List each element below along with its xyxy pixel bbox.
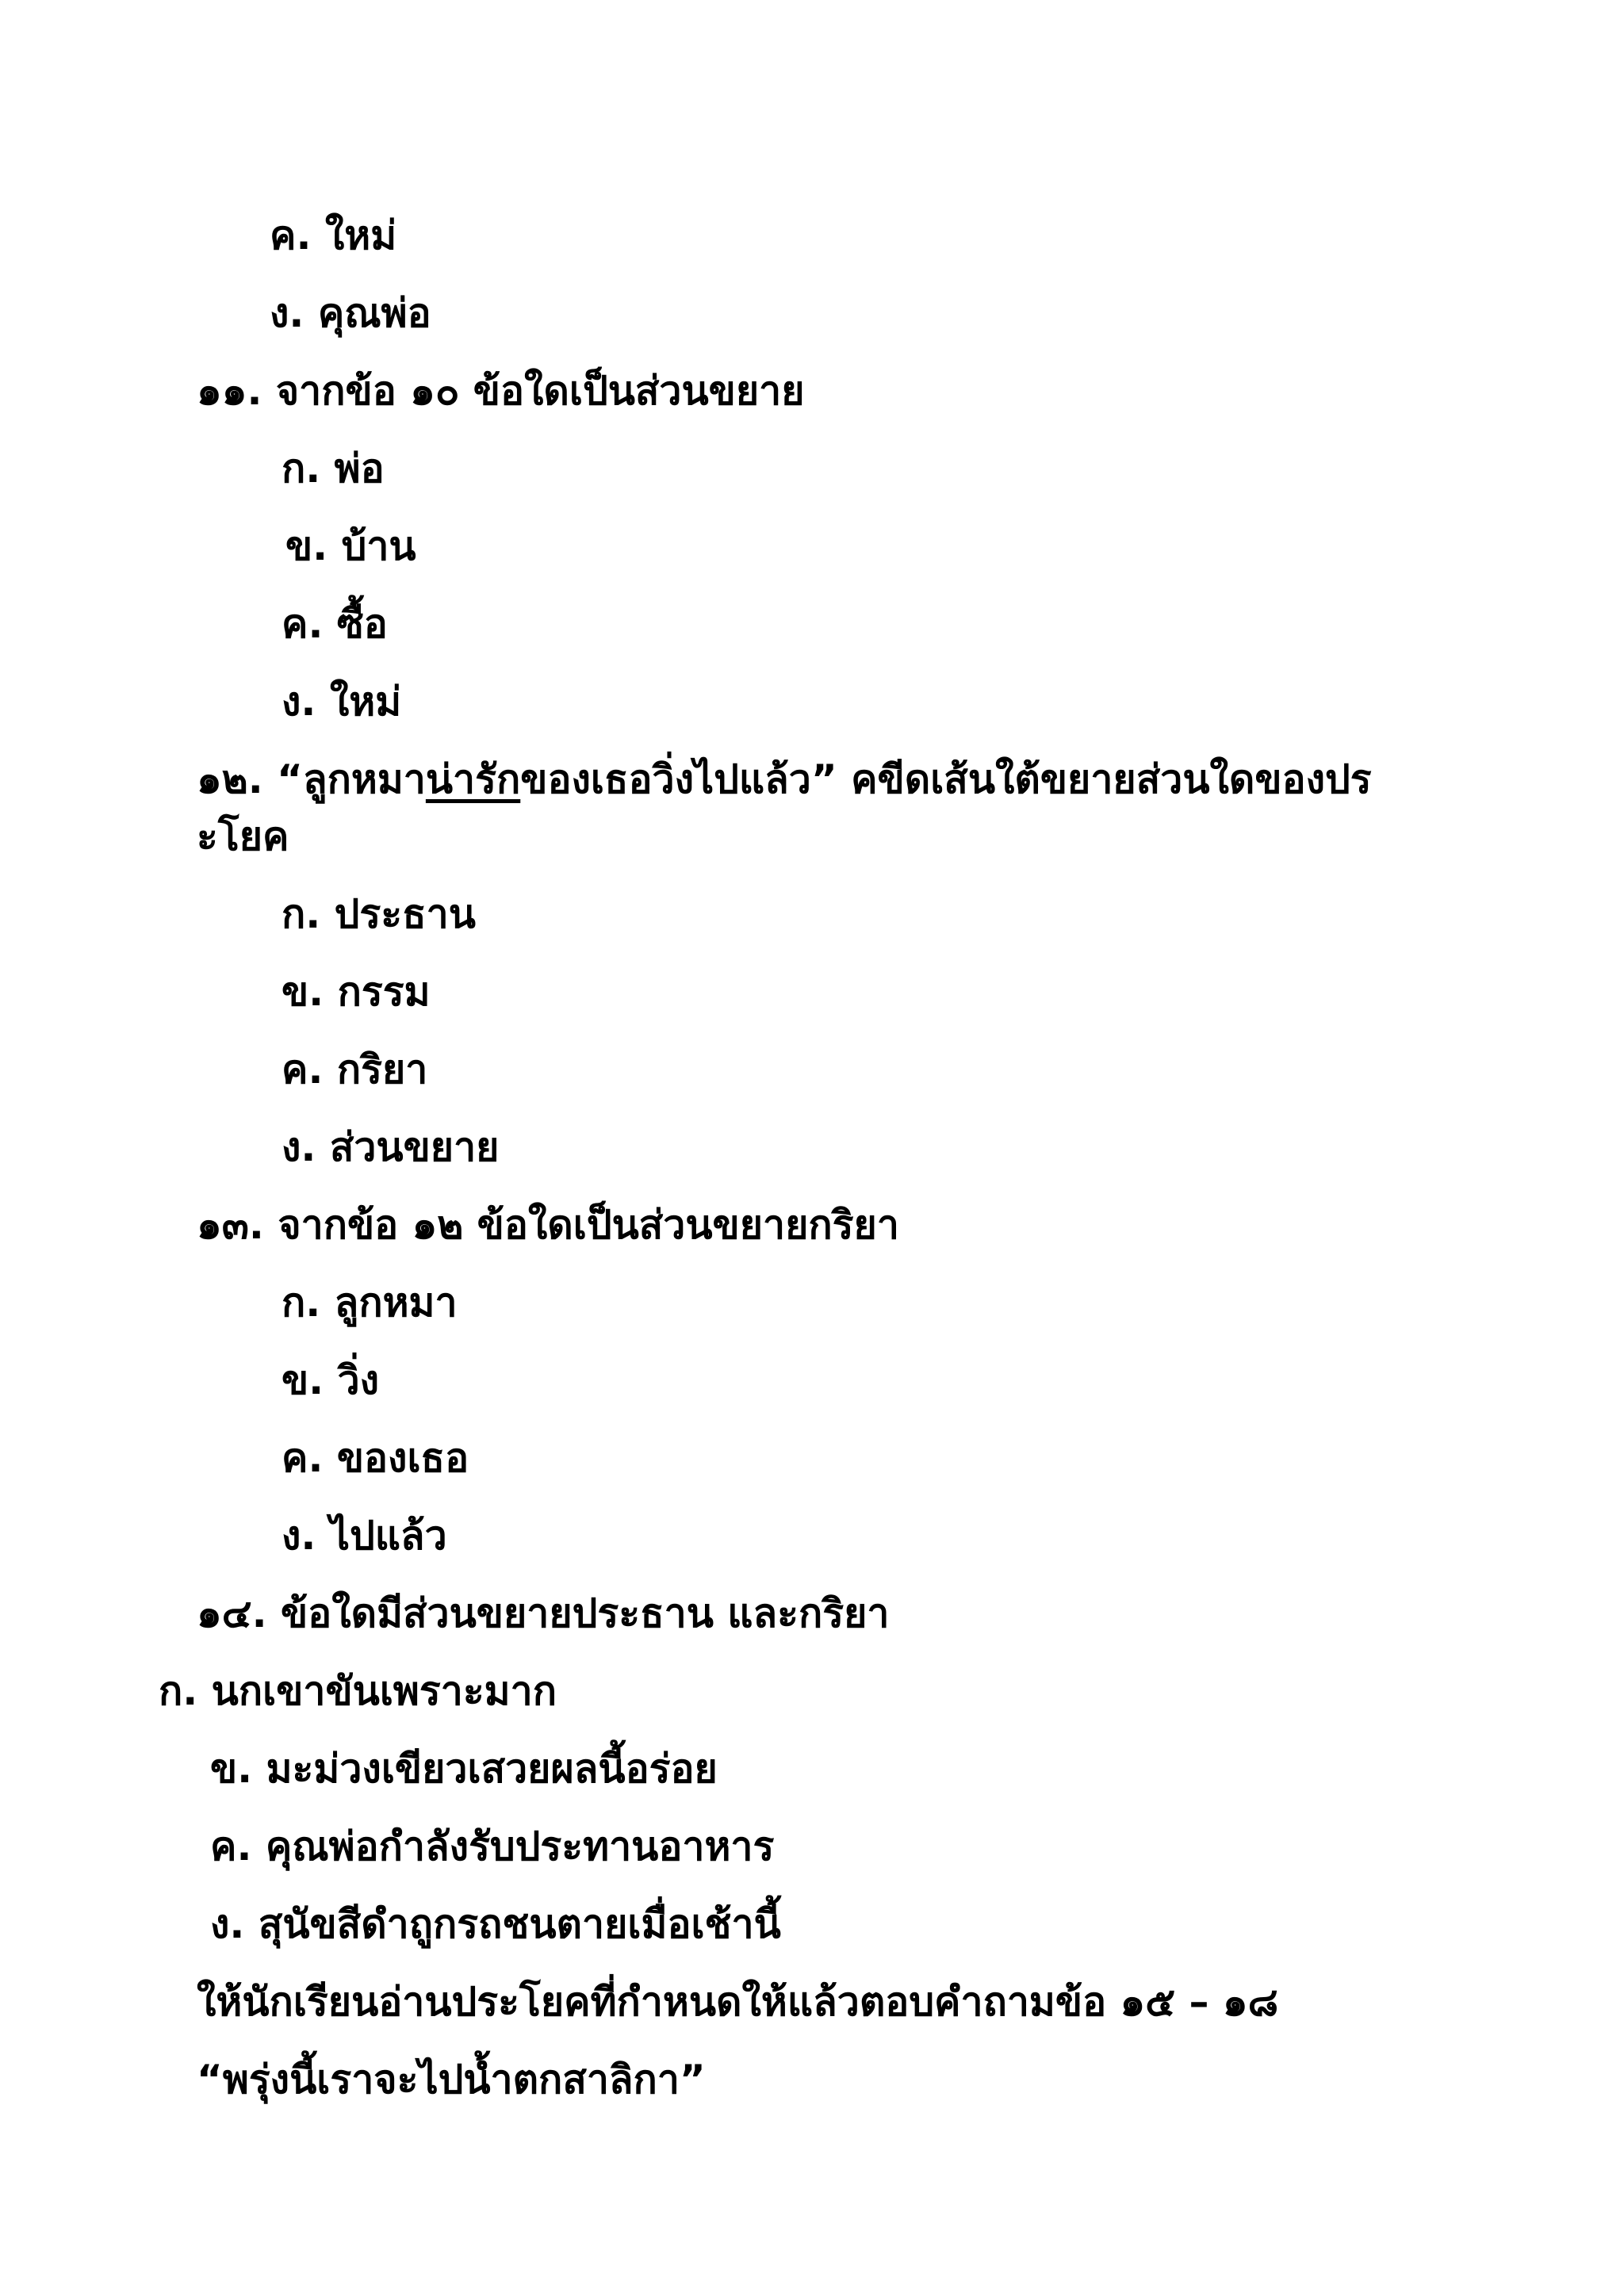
option-a-q13: ก. ลูกหมา [282, 1280, 458, 1326]
option-c-q12: ค. กริยา [282, 1047, 428, 1093]
option-b-q12: ข. กรรม [282, 969, 431, 1015]
option-c-q10: ค. ใหม่ [270, 212, 397, 258]
option-d-q11: ง. ใหม่ [282, 679, 402, 725]
instruction-15-18: ให้นักเรียนอ่านประโยคที่กำหนดให้แล้วตอบคำถามข้อ ๑๕ – ๑๘ [197, 1979, 1279, 2025]
option-c-q11: ค. ซื้อ [282, 601, 388, 647]
option-a-q12: ก. ประธาน [282, 891, 476, 937]
question-12-continuation: ะโยค [197, 813, 289, 859]
question-14: ๑๔. ข้อใดมีส่วนขยายประธาน และกริยา [197, 1590, 890, 1636]
option-d-q13: ง. ไปแล้ว [282, 1513, 447, 1559]
option-d-q14: ง. สุนัขสีดำถูกรถชนตายเมื่อเช้านี้ [210, 1901, 781, 1947]
option-c-q13: ค. ของเธอ [282, 1435, 469, 1481]
underlined-word: น่ารัก [425, 756, 521, 802]
given-sentence: “พรุ่งนี้เราจะไปน้ำตกสาลิกา” [197, 2057, 706, 2103]
question-12 [197, 752, 1372, 807]
option-b-q13: ข. วิ่ง [282, 1357, 380, 1403]
option-b-q11: ข. บ้าน [285, 523, 416, 569]
question-13: ๑๓. จากข้อ ๑๒ ข้อใดเป็นส่วนขยายกริยา [197, 1202, 899, 1248]
question-12-start: ๑๒. “ลูกหมา [197, 756, 426, 802]
option-b-q14: ข. มะม่วงเขียวเสวยผลนี้อร่อย [210, 1746, 718, 1792]
option-d-q10: ง. คุณพ่อ [270, 290, 431, 336]
option-d-q12: ง. ส่วนขยาย [282, 1124, 500, 1170]
question-12-end: ของเธอวิ่งไปแล้ว” คขีดเส้นใต้ขยายส่วนใดของปร [520, 756, 1372, 802]
question-11: ๑๑. จากข้อ ๑๐ ข้อใดเป็นส่วนขยาย [197, 368, 805, 414]
option-c-q14: ค. คุณพ่อกำลังรับประทานอาหาร [210, 1823, 775, 1869]
option-a-q14: ก. นกเขาขันเพราะมาก [159, 1668, 557, 1714]
option-a-q11: ก. พ่อ [282, 446, 385, 492]
